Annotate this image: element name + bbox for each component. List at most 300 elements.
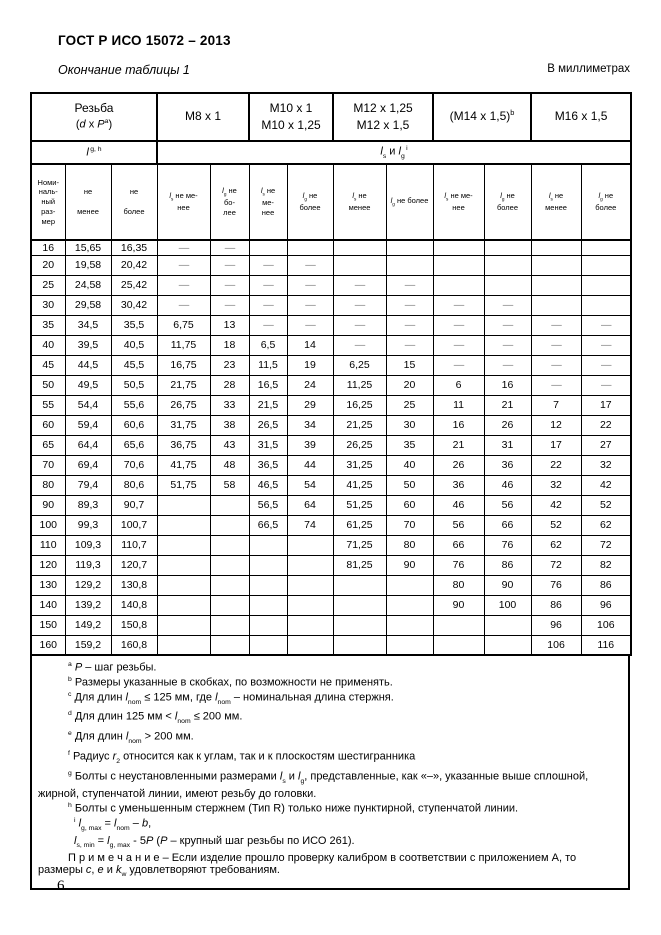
sub-header-cell: $l_g$ не более (484, 164, 531, 240)
nominal-size-cell: 50 (31, 375, 65, 395)
value-cell: — (433, 355, 484, 375)
table-row (31, 255, 631, 275)
size-header-m16: M16 x 1,5 (531, 93, 631, 141)
standard-code: ГОСТ Р ИСО 15072 – 2013 (58, 33, 231, 48)
sub-header-cell: $l_s$ не менее (531, 164, 581, 240)
value-cell: 25 (386, 395, 433, 415)
value-cell: 72 (531, 555, 581, 575)
value-cell: 65,6 (111, 435, 157, 455)
value-cell: — (287, 295, 333, 315)
sub-header-cell: не менее (65, 164, 111, 240)
table-row (31, 395, 631, 415)
value-cell: 160,8 (111, 635, 157, 655)
value-cell: 80 (386, 535, 433, 555)
nominal-size-cell: 55 (31, 395, 65, 415)
value-cell: 19,58 (65, 255, 111, 275)
value-cell: — (287, 315, 333, 335)
footnote: $^h$ Болты с уменьшенным стержнем (Тип R) только ниже пунктирной, ступенчатой линии. (68, 802, 519, 815)
table-caption: Окончание таблицы 1 (58, 63, 190, 77)
value-cell: 15 (386, 355, 433, 375)
nominal-size-cell: 30 (31, 295, 65, 315)
sub-header-cell: $l_g$ не более (287, 164, 333, 240)
value-cell: 31,5 (249, 435, 287, 455)
value-cell: — (386, 315, 433, 335)
value-cell: 34 (287, 415, 333, 435)
value-cell: 26,5 (249, 415, 287, 435)
size-header-m14: (M14 x 1,5)$^b$ (433, 93, 531, 141)
table-row (31, 455, 631, 475)
value-cell: — (581, 315, 631, 335)
table-row (31, 335, 631, 355)
value-cell (386, 240, 433, 255)
value-cell: 38 (210, 415, 249, 435)
table-row (31, 415, 631, 435)
value-cell: 22 (581, 415, 631, 435)
dimensions-table (30, 92, 632, 656)
value-cell: — (433, 335, 484, 355)
value-cell: — (333, 335, 386, 355)
value-cell: — (531, 375, 581, 395)
value-cell (249, 615, 287, 635)
value-cell: 52 (581, 495, 631, 515)
value-cell: 159,2 (65, 635, 111, 655)
sub-header-cell: $l_g$ не более (386, 164, 433, 240)
nominal-size-cell: 45 (31, 355, 65, 375)
value-cell: 6,75 (157, 315, 210, 335)
table-head (31, 93, 631, 240)
value-cell (249, 595, 287, 615)
nominal-size-cell: 160 (31, 635, 65, 655)
value-cell: — (287, 275, 333, 295)
value-cell (287, 615, 333, 635)
value-cell: 11,25 (333, 375, 386, 395)
value-cell: — (333, 295, 386, 315)
sub-header-cell: $l_g$ не более (581, 164, 631, 240)
nominal-size-cell: 140 (31, 595, 65, 615)
value-cell: 6,5 (249, 335, 287, 355)
value-cell: 40 (386, 455, 433, 475)
value-cell: 16,75 (157, 355, 210, 375)
value-cell (386, 615, 433, 635)
value-cell (433, 635, 484, 655)
value-cell: — (484, 355, 531, 375)
table-row (31, 295, 631, 315)
value-cell (249, 575, 287, 595)
value-cell (249, 240, 287, 255)
nominal-size-cell: 25 (31, 275, 65, 295)
value-cell: 16 (433, 415, 484, 435)
value-cell: 72 (581, 535, 631, 555)
nominal-size-cell: 80 (31, 475, 65, 495)
value-cell (531, 295, 581, 315)
sub-header-cell: Номи- наль- ный раз- мер (31, 164, 65, 240)
value-cell (333, 255, 386, 275)
value-cell (157, 635, 210, 655)
units-label: В миллиметрах (547, 63, 630, 75)
value-cell: — (581, 375, 631, 395)
value-cell: 31,75 (157, 415, 210, 435)
nominal-size-cell: 60 (31, 415, 65, 435)
value-cell: 40,5 (111, 335, 157, 355)
value-cell: 86 (484, 555, 531, 575)
value-cell: 66 (433, 535, 484, 555)
value-cell: — (287, 255, 333, 275)
value-cell: 99,3 (65, 515, 111, 535)
value-cell: — (249, 275, 287, 295)
sub-header-cell: $l_g$ не бо- лее (210, 164, 249, 240)
value-cell: 100 (484, 595, 531, 615)
value-cell: 16,35 (111, 240, 157, 255)
value-cell (433, 615, 484, 635)
value-cell (157, 515, 210, 535)
table-body (31, 240, 631, 655)
table-row (31, 575, 631, 595)
value-cell: 18 (210, 335, 249, 355)
value-cell: — (433, 295, 484, 315)
table-row (31, 375, 631, 395)
value-cell (157, 575, 210, 595)
thread-label: Резьба (74, 101, 114, 115)
value-cell: 51,25 (333, 495, 386, 515)
note-paragraph: П р и м е ч а н и е – Если изделие прошло проверку калибром в соответствии с приложением А, то размеры c, e и $k_w$ удовлетворяют требованиям. (38, 852, 577, 879)
value-cell: — (386, 295, 433, 315)
value-cell: 76 (484, 535, 531, 555)
value-cell (386, 595, 433, 615)
value-cell (386, 255, 433, 275)
value-cell: 49,5 (65, 375, 111, 395)
value-cell: 35 (386, 435, 433, 455)
value-cell: 36 (484, 455, 531, 475)
value-cell: 14 (287, 335, 333, 355)
value-cell: 31,25 (333, 455, 386, 475)
value-cell: 129,2 (65, 575, 111, 595)
caption-row (58, 63, 630, 77)
footnote: $^b$ Размеры указанные в скобках, по возможности не применять. (68, 675, 393, 689)
value-cell (531, 275, 581, 295)
value-cell: 31 (484, 435, 531, 455)
value-cell (157, 555, 210, 575)
value-cell (333, 575, 386, 595)
value-cell: 56 (484, 495, 531, 515)
table-row (31, 495, 631, 515)
value-cell: 36 (433, 475, 484, 495)
footnotes-block (30, 656, 630, 890)
value-cell: — (531, 315, 581, 335)
footnote: $^f$ Радиус $r_2$ относится как к углам, так и к плоскостям шестигранника (68, 750, 416, 766)
value-cell: — (333, 315, 386, 335)
value-cell: 66 (484, 515, 531, 535)
value-cell: 16,25 (333, 395, 386, 415)
value-cell: 59,4 (65, 415, 111, 435)
value-cell: — (249, 295, 287, 315)
footnote-formula: $^i$ $l_{g, max} = l_{nom} - b$, (74, 817, 152, 832)
value-cell: 26 (484, 415, 531, 435)
value-cell: 33 (210, 395, 249, 415)
value-cell: 54,4 (65, 395, 111, 415)
value-cell (287, 595, 333, 615)
footnote: $^a$ P – шаг резьбы. (68, 661, 157, 674)
value-cell: 62 (531, 535, 581, 555)
value-cell: 48 (210, 455, 249, 475)
value-cell: 16 (484, 375, 531, 395)
value-cell: — (386, 275, 433, 295)
footnote: $^e$ Для длин $l_{nom} > 200$ мм. (68, 730, 194, 746)
table-row (31, 555, 631, 575)
value-cell: 15,65 (65, 240, 111, 255)
value-cell (287, 240, 333, 255)
value-cell: 20,42 (111, 255, 157, 275)
value-cell: 66,5 (249, 515, 287, 535)
value-cell: 96 (531, 615, 581, 635)
value-cell (386, 635, 433, 655)
value-cell (433, 240, 484, 255)
value-cell: 96 (581, 595, 631, 615)
value-cell: 70 (386, 515, 433, 535)
value-cell: 27 (581, 435, 631, 455)
nominal-size-cell: 100 (31, 515, 65, 535)
value-cell: 100,7 (111, 515, 157, 535)
ls-lg-symbol-cell: $l_s$ и $l_g$ $^i$ (157, 141, 631, 164)
value-cell: 82 (581, 555, 631, 575)
value-cell: 116 (581, 635, 631, 655)
table-row (31, 355, 631, 375)
value-cell: 76 (531, 575, 581, 595)
value-cell: 52 (531, 515, 581, 535)
value-cell (210, 515, 249, 535)
nominal-size-cell: 130 (31, 575, 65, 595)
nominal-size-cell: 16 (31, 240, 65, 255)
value-cell: 42 (531, 495, 581, 515)
value-cell: — (484, 335, 531, 355)
thread-header-cell (31, 93, 157, 141)
value-cell: 81,25 (333, 555, 386, 575)
table-row (31, 240, 631, 255)
value-cell: 60,6 (111, 415, 157, 435)
value-cell (249, 555, 287, 575)
value-cell: 24,58 (65, 275, 111, 295)
value-cell: 12 (531, 415, 581, 435)
value-cell: 76 (433, 555, 484, 575)
value-cell: 69,4 (65, 455, 111, 475)
value-cell: 39 (287, 435, 333, 455)
value-cell: — (157, 295, 210, 315)
nominal-size-cell: 90 (31, 495, 65, 515)
value-cell (386, 575, 433, 595)
value-cell (210, 555, 249, 575)
value-cell: 86 (531, 595, 581, 615)
value-cell: 13 (210, 315, 249, 335)
value-cell (581, 275, 631, 295)
table-row (31, 615, 631, 635)
value-cell: 29 (287, 395, 333, 415)
value-cell: 90,7 (111, 495, 157, 515)
thread-formula: (d x $P^a$) (75, 118, 113, 132)
nominal-size-cell: 35 (31, 315, 65, 335)
value-cell: — (581, 355, 631, 375)
value-cell: 80 (433, 575, 484, 595)
footnote: $^d$ Для длин 125 мм < $l_{nom} \le 200$ мм. (68, 710, 243, 726)
value-cell: 80,6 (111, 475, 157, 495)
value-cell: 32 (531, 475, 581, 495)
value-cell: 90 (386, 555, 433, 575)
value-cell: 16,5 (249, 375, 287, 395)
nominal-size-cell: 65 (31, 435, 65, 455)
value-cell: 86 (581, 575, 631, 595)
value-cell (249, 635, 287, 655)
size-header-m12: M12 x 1,25 M12 x 1,5 (333, 93, 433, 141)
value-cell: 150,8 (111, 615, 157, 635)
value-cell: — (210, 295, 249, 315)
table-row (31, 475, 631, 495)
value-cell: 21 (484, 395, 531, 415)
value-cell: 17 (581, 395, 631, 415)
value-cell (484, 635, 531, 655)
value-cell (433, 275, 484, 295)
value-cell: 55,6 (111, 395, 157, 415)
value-cell: 46,5 (249, 475, 287, 495)
symbol-header-row (31, 141, 631, 164)
value-cell (333, 595, 386, 615)
value-cell (157, 535, 210, 555)
value-cell (287, 575, 333, 595)
value-cell: 61,25 (333, 515, 386, 535)
value-cell: 30,42 (111, 295, 157, 315)
nominal-size-cell: 150 (31, 615, 65, 635)
nominal-size-cell: 70 (31, 455, 65, 475)
value-cell (581, 240, 631, 255)
value-cell: 109,3 (65, 535, 111, 555)
value-cell: 21 (433, 435, 484, 455)
value-cell: — (249, 255, 287, 275)
value-cell: 26,75 (157, 395, 210, 415)
footnote: $^c$ Для длин $l_{nom} \le 125$ мм, где $l_{nom}$ – номинальная длина стержня. (68, 690, 394, 706)
value-cell (484, 240, 531, 255)
value-cell: 35,5 (111, 315, 157, 335)
table-row (31, 535, 631, 555)
value-cell: 50 (386, 475, 433, 495)
sub-header-cell: $l_s$ не ме- нее (249, 164, 287, 240)
value-cell: 71,25 (333, 535, 386, 555)
value-cell (333, 240, 386, 255)
value-cell: 32 (581, 455, 631, 475)
value-cell: — (210, 275, 249, 295)
sub-header-cell: не более (111, 164, 157, 240)
value-cell: 25,42 (111, 275, 157, 295)
value-cell (210, 495, 249, 515)
value-cell (157, 495, 210, 515)
value-cell: 79,4 (65, 475, 111, 495)
value-cell: 17 (531, 435, 581, 455)
value-cell: 30 (386, 415, 433, 435)
length-symbol-cell: l $^{g, h}$ (31, 141, 157, 164)
value-cell: 6 (433, 375, 484, 395)
table-row (31, 315, 631, 335)
value-cell: 42 (581, 475, 631, 495)
value-cell: 90 (484, 575, 531, 595)
table-row (31, 595, 631, 615)
value-cell: 24 (287, 375, 333, 395)
value-cell (210, 615, 249, 635)
value-cell: 21,5 (249, 395, 287, 415)
value-cell: 41,75 (157, 455, 210, 475)
value-cell: 56 (433, 515, 484, 535)
value-cell: 46 (484, 475, 531, 495)
value-cell (433, 255, 484, 275)
value-cell: — (531, 355, 581, 375)
value-cell: 34,5 (65, 315, 111, 335)
value-cell (484, 275, 531, 295)
table-wrapper (30, 92, 630, 890)
value-cell: 21,75 (157, 375, 210, 395)
sub-header-cell: $l_s$ не ме- нее (157, 164, 210, 240)
value-cell: 11 (433, 395, 484, 415)
nominal-size-cell: 120 (31, 555, 65, 575)
value-cell: 44 (287, 455, 333, 475)
value-cell (157, 615, 210, 635)
table-row (31, 435, 631, 455)
value-cell: — (157, 275, 210, 295)
value-cell: 23 (210, 355, 249, 375)
value-cell: 64,4 (65, 435, 111, 455)
value-cell (287, 635, 333, 655)
value-cell: 54 (287, 475, 333, 495)
value-cell: 50,5 (111, 375, 157, 395)
value-cell: 20 (386, 375, 433, 395)
value-cell: 106 (581, 615, 631, 635)
value-cell: 139,2 (65, 595, 111, 615)
value-cell (157, 595, 210, 615)
value-cell (581, 295, 631, 315)
value-cell: 41,25 (333, 475, 386, 495)
value-cell: 36,5 (249, 455, 287, 475)
value-cell: — (210, 240, 249, 255)
value-cell: 62 (581, 515, 631, 535)
value-cell: 70,6 (111, 455, 157, 475)
value-cell: — (386, 335, 433, 355)
value-cell (210, 535, 249, 555)
value-cell: 11,5 (249, 355, 287, 375)
value-cell: 22 (531, 455, 581, 475)
value-cell (249, 535, 287, 555)
sub-header-cell: $l_s$ не ме- нее (433, 164, 484, 240)
value-cell: — (484, 315, 531, 335)
value-cell: 51,75 (157, 475, 210, 495)
value-cell: — (157, 255, 210, 275)
page-number: 6 (57, 878, 65, 894)
value-cell: 106 (531, 635, 581, 655)
value-cell: 21,25 (333, 415, 386, 435)
value-cell: — (433, 315, 484, 335)
value-cell: 6,25 (333, 355, 386, 375)
sub-header-row (31, 164, 631, 240)
value-cell: 149,2 (65, 615, 111, 635)
value-cell: — (484, 295, 531, 315)
nominal-size-cell: 20 (31, 255, 65, 275)
size-header-m10: M10 x 1 M10 x 1,25 (249, 93, 333, 141)
value-cell: 120,7 (111, 555, 157, 575)
value-cell: — (210, 255, 249, 275)
value-cell: 7 (531, 395, 581, 415)
value-cell: 44,5 (65, 355, 111, 375)
value-cell: 43 (210, 435, 249, 455)
footnotes-list (38, 659, 620, 852)
value-cell: 89,3 (65, 495, 111, 515)
nominal-size-cell: 40 (31, 335, 65, 355)
value-cell: 64 (287, 495, 333, 515)
value-cell: 56,5 (249, 495, 287, 515)
sub-header-cell: $l_s$ не менее (333, 164, 386, 240)
value-cell: 130,8 (111, 575, 157, 595)
